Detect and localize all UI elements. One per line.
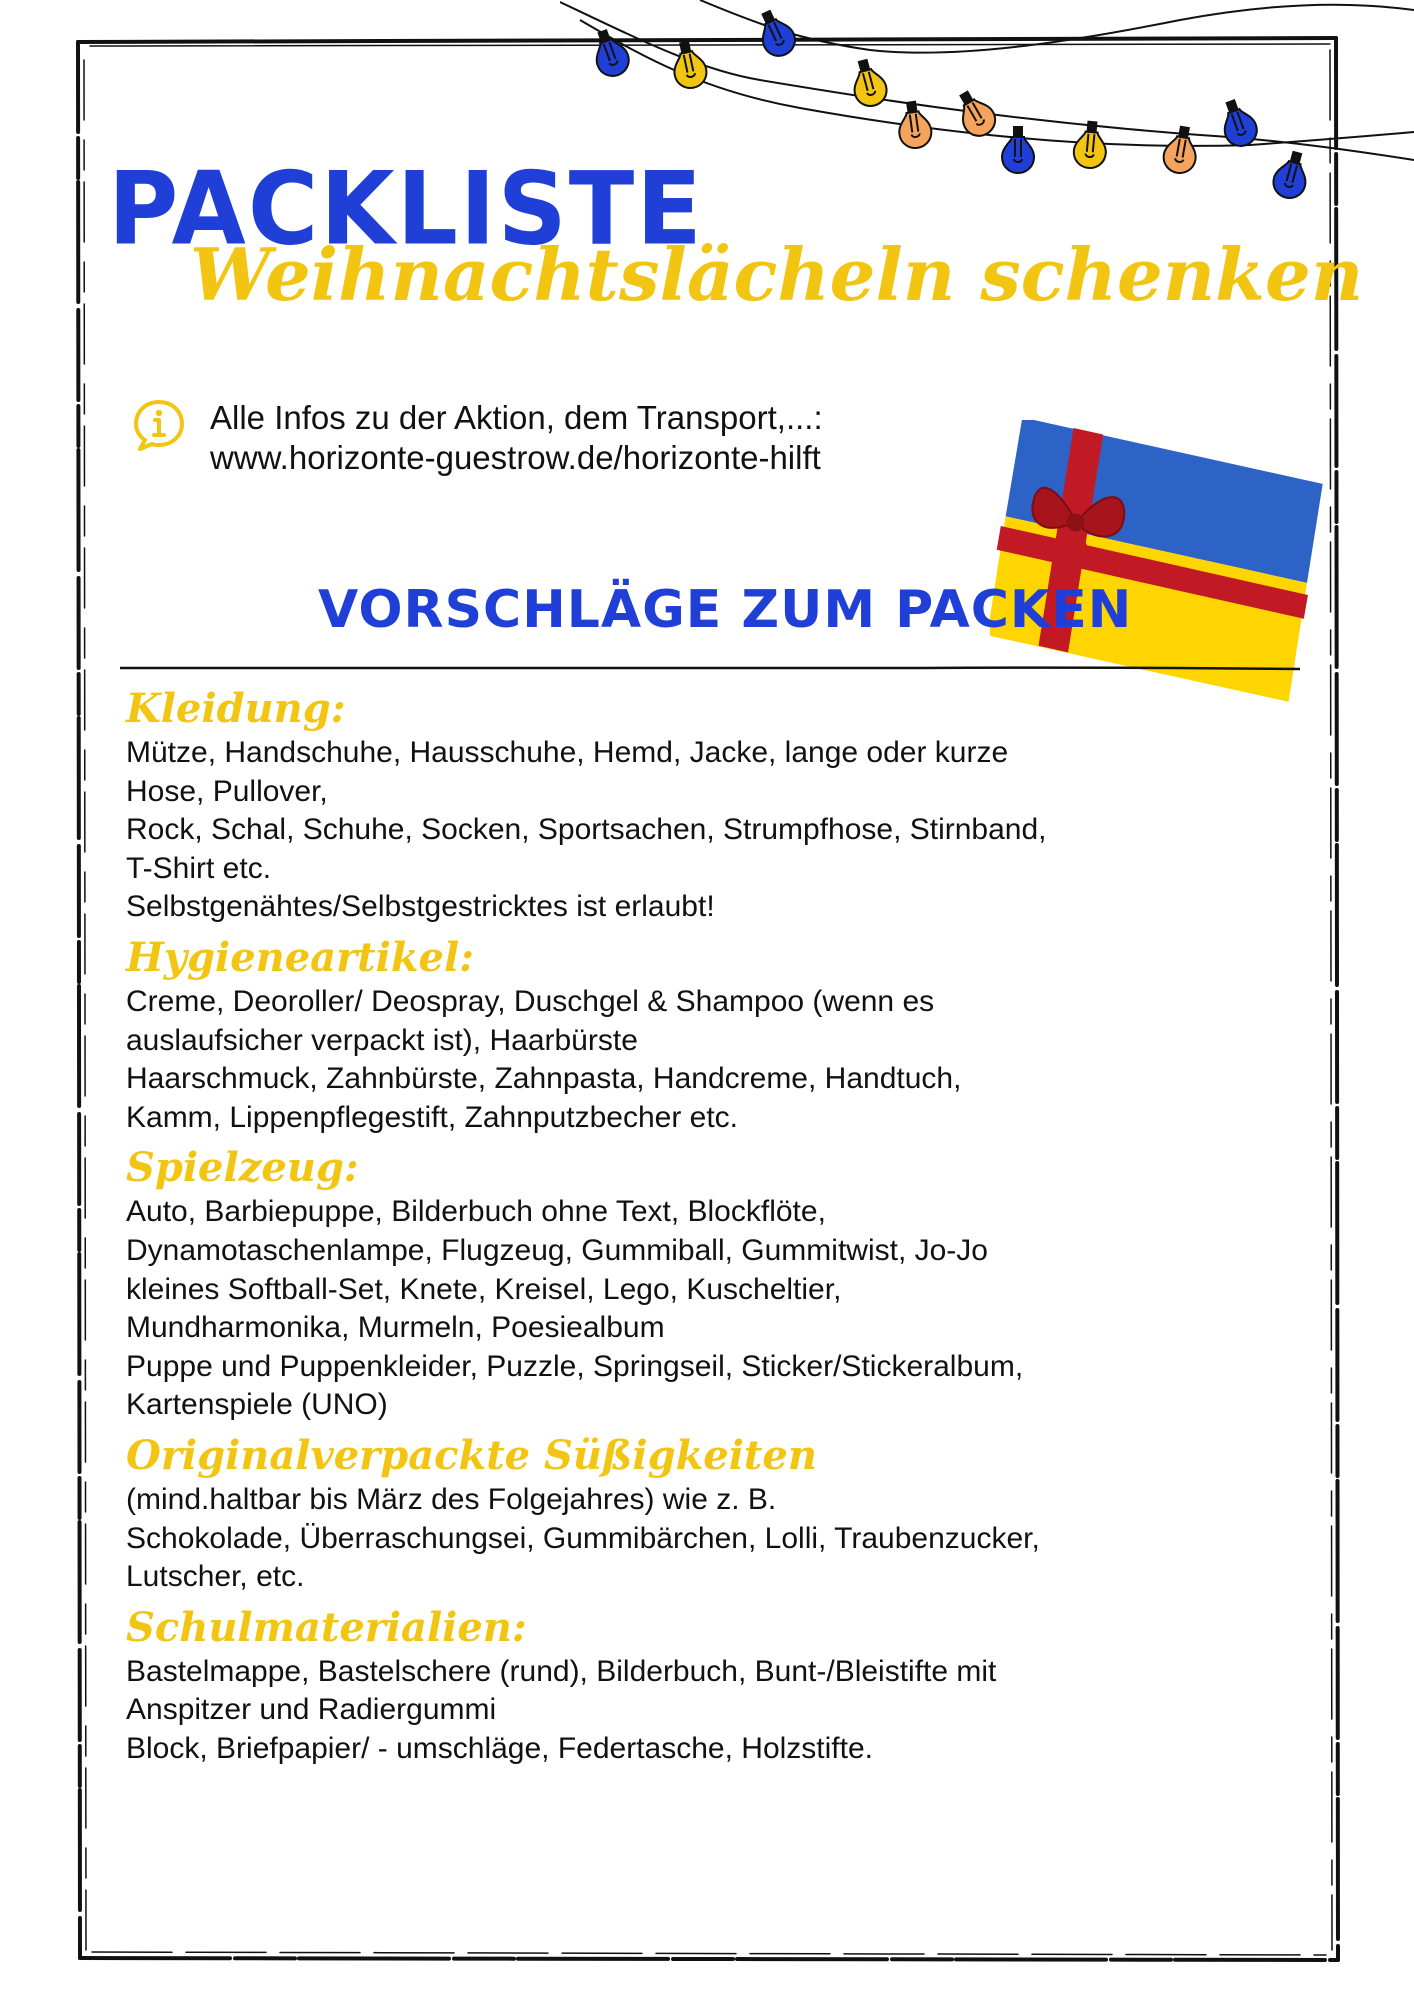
light-bulb-icon	[847, 57, 890, 110]
category-section	[126, 1431, 1256, 1597]
item-line: Block, Briefpapier/ - umschläge, Federtasche, Holzstifte.	[126, 1731, 873, 1765]
category-section	[126, 1143, 1256, 1425]
light-bulb-icon	[1072, 121, 1108, 170]
item-line: Kamm, Lippenpflegestift, Zahnputzbecher etc.	[126, 1100, 739, 1134]
page-subtitle: Weihnachtslächeln schenken	[190, 232, 1364, 317]
category-title: Hygieneartikel:	[126, 933, 474, 981]
item-line: Lutscher, etc.	[126, 1560, 305, 1594]
info-line: Alle Infos zu der Aktion, dem Transport,...:	[210, 399, 823, 436]
light-bulb-icon	[895, 100, 933, 150]
category-items	[126, 1481, 1256, 1597]
light-bulb-icon	[1215, 96, 1261, 150]
item-line: (mind.haltbar bis März des Folgejahres) wie z. B.	[126, 1482, 777, 1516]
light-bulb-icon	[752, 6, 800, 61]
item-line: Puppe und Puppenkleider, Puzzle, Springseil, Sticker/Stickeralbum,	[126, 1349, 1024, 1383]
item-line: Selbstgenähtes/Selbstgestricktes ist erlaubt!	[126, 890, 715, 924]
light-bulb-icon	[669, 39, 710, 91]
info-icon	[132, 398, 186, 452]
info-link[interactable]: www.horizonte-guestrow.de/horizonte-hilft	[210, 439, 821, 476]
category-title: Spielzeug:	[126, 1144, 359, 1192]
category-section	[126, 933, 1256, 1137]
item-line: Bastelmappe, Bastelschere (rund), Bilderbuch, Bunt-/Bleistifte mit	[126, 1654, 997, 1688]
heading-divider	[120, 662, 1300, 674]
item-line: Haarschmuck, Zahnbürste, Zahnpasta, Handcreme, Handtuch,	[126, 1062, 962, 1096]
light-bulb-icon	[950, 86, 1001, 142]
light-bulb-icon	[1270, 149, 1313, 202]
category-items	[126, 1653, 1256, 1769]
category-items	[126, 734, 1256, 927]
category-title: Originalverpackte Süßigkeiten	[126, 1431, 817, 1479]
item-line: T-Shirt etc.	[126, 851, 272, 885]
section-heading: VORSCHLÄGE ZUM PACKEN	[318, 580, 1133, 640]
page-title: PACKLISTE	[108, 150, 704, 268]
info-text	[210, 398, 990, 478]
category-section	[126, 684, 1256, 927]
item-line: Hose, Pullover,	[126, 774, 328, 808]
item-line: Mütze, Handschuhe, Hausschuhe, Hemd, Jacke, lange oder kurze	[126, 736, 1009, 769]
item-line: Schokolade, Überraschungsei, Gummibärchen, Lolli, Traubenzucker,	[126, 1521, 1040, 1555]
category-title: Kleidung:	[126, 685, 346, 732]
item-line: Rock, Schal, Schuhe, Socken, Sportsachen, Strumpfhose, Stirnband,	[126, 813, 1047, 847]
category-section	[126, 1603, 1256, 1769]
category-items	[126, 1193, 1256, 1425]
item-line: kleines Softball-Set, Knete, Kreisel, Lego, Kuscheltier,	[126, 1272, 842, 1306]
packing-list	[126, 684, 1256, 1774]
item-line: Mundharmonika, Murmeln, Poesiealbum	[126, 1311, 665, 1345]
item-line: Dynamotaschenlampe, Flugzeug, Gummiball, Gummitwist, Jo-Jo	[126, 1233, 988, 1267]
light-bulb-icon	[587, 26, 633, 80]
category-items	[126, 983, 1256, 1137]
item-line: Auto, Barbiepuppe, Bilderbuch ohne Text, Blockflöte,	[126, 1195, 826, 1229]
item-line: auslaufsicher verpackt ist), Haarbürste	[126, 1023, 638, 1057]
item-line: Kartenspiele (UNO)	[126, 1388, 388, 1422]
category-title: Schulmaterialien:	[126, 1603, 527, 1651]
item-line: Creme, Deoroller/ Deospray, Duschgel & Shampoo (wenn es	[126, 984, 935, 1018]
light-bulb-icon	[1002, 127, 1034, 173]
item-line: Anspitzer und Radiergummi	[126, 1693, 497, 1727]
